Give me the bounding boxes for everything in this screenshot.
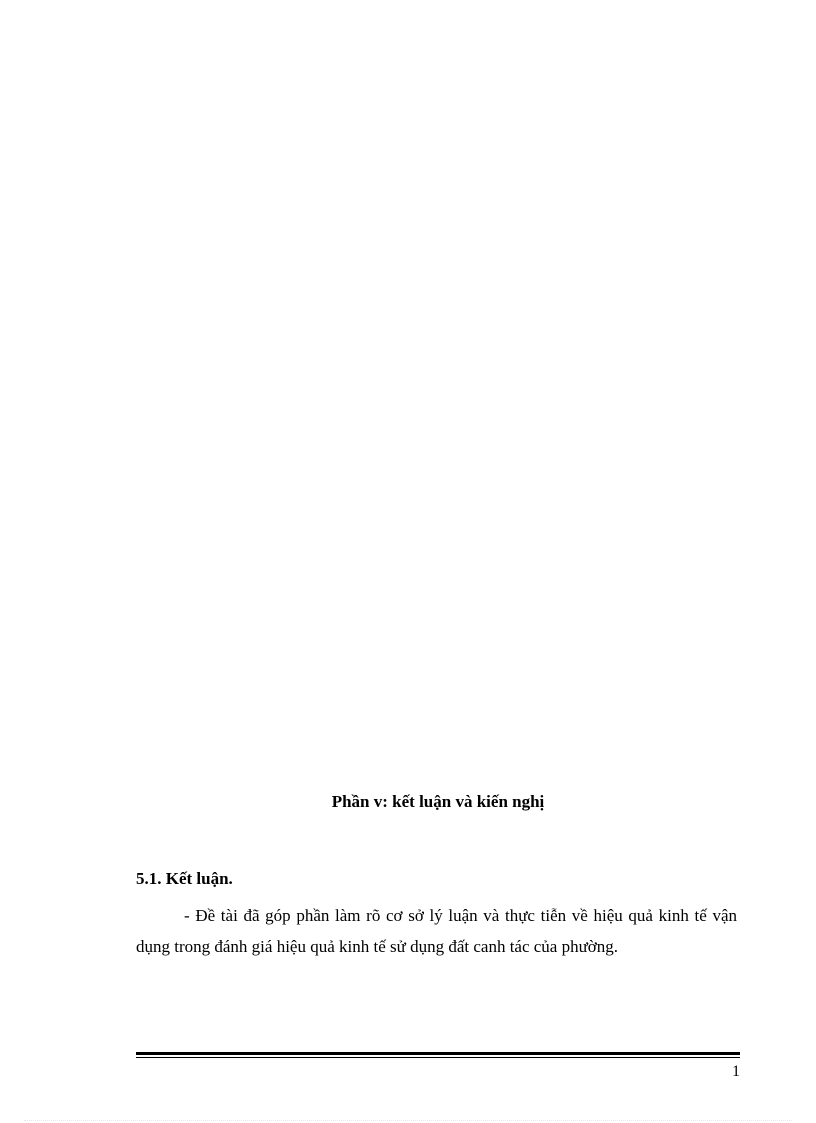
body-paragraph: - Đề tài đã góp phần làm rõ cơ sở lý luận và thực tiễn về hiệu quả kinh tế vận dụng trong đánh giá hiệu quả kinh tế sử dụng đất canh tác của phường. xyxy=(136,906,737,956)
page-number: 1 xyxy=(732,1063,740,1080)
page-bottom-border xyxy=(24,1120,792,1121)
footer-rule-thick xyxy=(136,1052,740,1055)
footer-rule-thin xyxy=(136,1057,740,1058)
section-title: Phần v: kết luận và kiến nghị xyxy=(331,792,545,811)
subsection-heading: 5.1. Kết luận. xyxy=(136,869,233,888)
